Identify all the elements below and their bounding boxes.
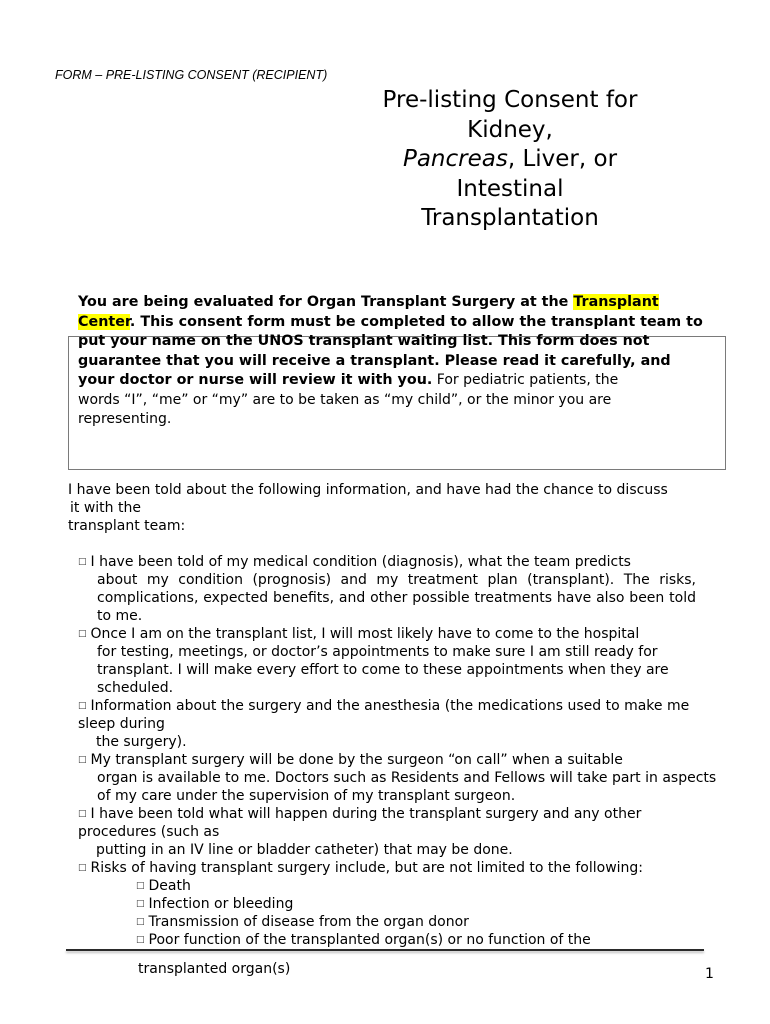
intro-bold-b: . This consent form must be completed to allow the transplant team to put your name on the UNOS transplant waiting list. This form does not guarantee that you will receive a transplant. Please read it carefully, and your doctor or nurse will review it with you.: [78, 313, 703, 388]
risk-text: Poor function of the transplanted organ(s) or no function of the: [148, 932, 591, 948]
risk-text: Infection or bleeding: [148, 896, 294, 912]
item-rest: for testing, meetings, or doctor’s appointments to make sure I am still ready for transplant. I will make every effort to come to these appointments when they are scheduled.: [97, 644, 669, 696]
intro-bold-a: You are being evaluated for Organ Transplant Surgery at the: [78, 294, 574, 310]
form-label: FORM – PRE-LISTING CONSENT (RECIPIENT): [55, 68, 328, 82]
intro-highlight: Transplant Center: [78, 294, 659, 330]
bullet-icon: □: [136, 917, 145, 927]
told-line-2: it with the: [70, 500, 141, 516]
item-first-line: Risks of having transplant surgery include, but are not limited to the following:: [90, 860, 644, 876]
title-pancreas: Pancreas: [402, 146, 508, 172]
risk-text: Death: [148, 878, 191, 894]
bullet-icon: □: [78, 701, 87, 711]
page-number: 1: [705, 966, 714, 982]
bullet-icon: □: [78, 863, 87, 873]
intro-normal-a: For pediatric patients, the: [432, 372, 619, 388]
list-item: [78, 697, 718, 751]
item-first-line: I have been told what will happen during the transplant surgery and any other procedures (such as: [78, 806, 642, 840]
list-item: [78, 859, 718, 877]
risk-item: [78, 931, 718, 949]
title-line-1: Pre-listing Consent for: [382, 87, 638, 113]
bullet-icon: □: [78, 557, 87, 567]
item-rest: about my condition (prognosis) and my treatment plan (transplant). The risks, complications, expected benefits, and other possible treatments have also been told to me.: [97, 572, 696, 624]
list-item: [78, 805, 718, 859]
intro-paragraph: [78, 293, 708, 429]
risk-text: Transmission of disease from the organ donor: [148, 914, 469, 930]
risk-overflow-line: transplanted organ(s): [138, 961, 291, 977]
consent-items: [78, 553, 718, 949]
told-line-3: transplant team:: [68, 518, 186, 534]
bullet-icon: □: [78, 809, 87, 819]
bullet-icon: □: [136, 935, 145, 945]
footer-divider: [66, 949, 704, 951]
list-item: [78, 625, 718, 697]
bullet-icon: □: [136, 899, 145, 909]
risk-item: [78, 877, 718, 895]
told-statement: [68, 481, 728, 535]
intro-normal-b: words “I”, “me” or “my” are to be taken as “my child”, or the minor you are representing.: [78, 391, 612, 427]
item-rest: organ is available to me. Doctors such as Residents and Fellows will take part in aspects of my care under the supervision of my transplant surgeon.: [97, 770, 717, 804]
told-line-1: I have been told about the following information, and have had the chance to discuss: [68, 482, 668, 498]
item-rest: the surgery).: [96, 734, 187, 750]
list-item: [78, 751, 718, 805]
item-first-line: Once I am on the transplant list, I will most likely have to come to the hospital: [90, 626, 640, 642]
title-line-3: [360, 145, 660, 175]
item-first-line: My transplant surgery will be done by the surgeon “on call” when a suitable: [90, 752, 623, 768]
item-first-line: Information about the surgery and the anesthesia (the medications used to make me sleep during: [78, 698, 690, 732]
item-first-line: I have been told of my medical condition (diagnosis), what the team predicts: [90, 554, 631, 570]
bullet-icon: □: [78, 755, 87, 765]
list-item: [78, 553, 718, 625]
item-rest: putting in an IV line or bladder catheter) that may be done.: [96, 842, 513, 858]
title-line-4: Intestinal: [456, 175, 564, 202]
bullet-icon: □: [136, 881, 145, 891]
title-liver: , Liver, or: [507, 146, 618, 172]
document-title: [360, 86, 660, 234]
risk-item: [78, 913, 718, 931]
title-line-2: Kidney,: [467, 116, 553, 143]
title-line-5: Transplantation: [421, 205, 599, 231]
risk-item: [78, 895, 718, 913]
bullet-icon: □: [78, 629, 87, 639]
